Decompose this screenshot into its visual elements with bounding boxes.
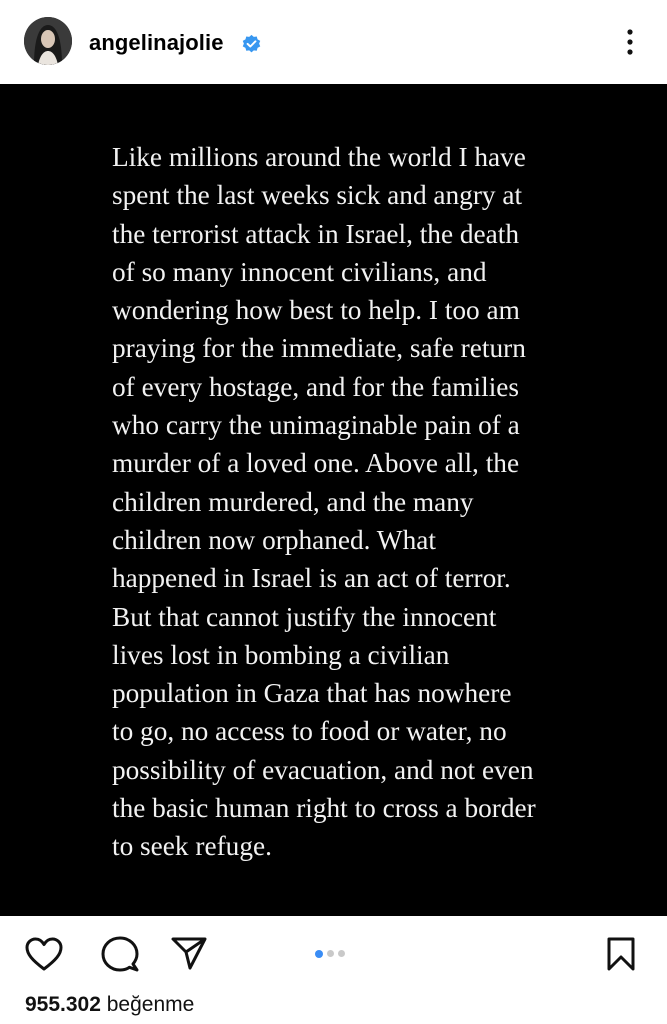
verified-badge-icon — [241, 34, 262, 55]
post-image[interactable] — [0, 84, 667, 916]
post-image-text: Like millions around the world I have spent the last weeks sick and angry at the terrorist attack in Israel, the death of so many innocent civilians, and wondering how best to help. I too am praying for the immediate, safe return of every hostage, and for the families who carry the unimaginable pain of a murder of a loved one. Above all, the children murdered, and the many children now orphaned. What happened in Israel is an act of terror. But that cannot justify the innocent lives lost in bombing a civilian population in Gaza that has nowhere to go, no access to food or water, no possibility of evacuation, and not even the basic human right to cross a border to seek refuge. — [112, 142, 536, 862]
avatar[interactable] — [24, 17, 72, 65]
paper-plane-icon[interactable] — [170, 935, 208, 971]
username[interactable]: angelinajolie — [89, 30, 224, 55]
more-options-icon[interactable] — [620, 26, 640, 58]
profile-photo-icon — [24, 17, 72, 65]
carousel-indicator — [315, 950, 345, 958]
carousel-dot-active — [315, 950, 323, 958]
bookmark-icon[interactable] — [604, 936, 638, 972]
post-header — [0, 0, 667, 84]
heart-icon[interactable] — [24, 936, 64, 972]
likes-count[interactable]: 955.302 beğenme — [25, 993, 195, 1016]
post-actions-bar — [0, 916, 667, 988]
carousel-dot — [327, 950, 334, 957]
likes-number: 955.302 — [25, 993, 101, 1016]
carousel-dot — [338, 950, 345, 957]
comment-icon[interactable] — [100, 934, 140, 974]
